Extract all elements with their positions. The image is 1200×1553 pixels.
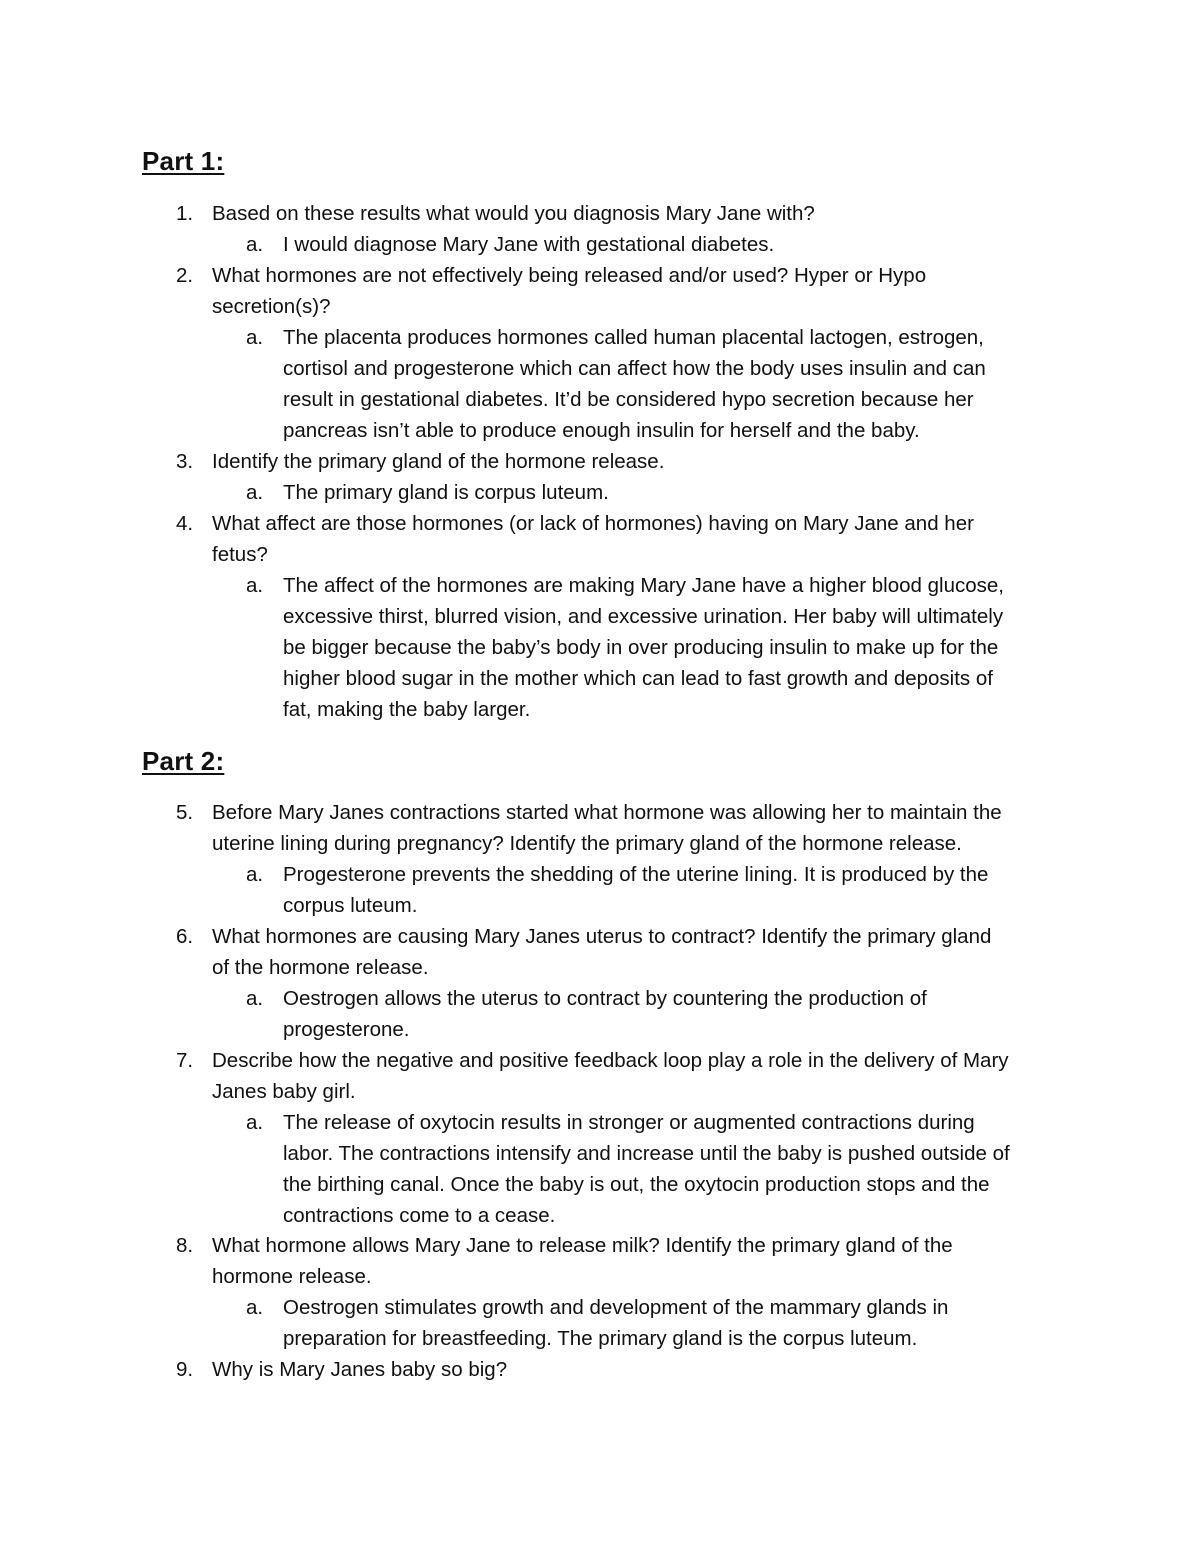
answer-letter: a.	[246, 326, 264, 349]
answer-letter: a.	[246, 987, 264, 1010]
answer-text: be bigger because the baby’s body in over producing insulin to make up for the	[283, 636, 999, 659]
question-text: of the hormone release.	[212, 956, 429, 979]
answer-text: I would diagnose Mary Jane with gestational diabetes.	[283, 233, 775, 256]
answer-text: The affect of the hormones are making Mary Jane have a higher blood glucose,	[283, 574, 1004, 597]
question-number: 4.	[176, 512, 194, 535]
question-number: 5.	[176, 801, 194, 824]
answer-text: corpus luteum.	[283, 894, 418, 917]
question-text: hormone release.	[212, 1265, 372, 1288]
answer-text: The placenta produces hormones called human placental lactogen, estrogen,	[283, 326, 984, 349]
question-number: 2.	[176, 264, 194, 287]
question-text: Identify the primary gland of the hormone release.	[212, 450, 665, 473]
question-text: Before Mary Janes contractions started what hormone was allowing her to maintain the	[212, 801, 1002, 824]
question-text: What affect are those hormones (or lack of hormones) having on Mary Jane and her	[212, 512, 974, 535]
answer-text: labor. The contractions intensify and increase until the baby is pushed outside of	[283, 1142, 1010, 1165]
question-text: Janes baby girl.	[212, 1080, 356, 1103]
question-text: Why is Mary Janes baby so big?	[212, 1358, 508, 1381]
part-2-heading: Part 2:	[142, 746, 225, 776]
answer-text: The release of oxytocin results in stronger or augmented contractions during	[283, 1111, 975, 1134]
part-1-heading: Part 1:	[142, 146, 225, 176]
answer-letter: a.	[246, 481, 264, 504]
answer-text: excessive thirst, blurred vision, and excessive urination. Her baby will ultimately	[283, 605, 1004, 628]
answer-letter: a.	[246, 574, 264, 597]
answer-text: fat, making the baby larger.	[283, 698, 531, 721]
question-number: 3.	[176, 450, 194, 473]
answer-text: preparation for breastfeeding. The primary gland is the corpus luteum.	[283, 1327, 918, 1350]
question-text: Describe how the negative and positive feedback loop play a role in the delivery of Mary	[212, 1049, 1009, 1072]
answer-text: Oestrogen allows the uterus to contract by countering the production of	[283, 987, 927, 1010]
answer-text: result in gestational diabetes. It’d be considered hypo secretion because her	[283, 388, 974, 411]
question-text: uterine lining during pregnancy? Identify the primary gland of the hormone release.	[212, 832, 962, 855]
question-text: What hormones are not effectively being released and/or used? Hyper or Hypo	[212, 264, 927, 287]
answer-letter: a.	[246, 233, 264, 256]
answer-letter: a.	[246, 863, 264, 886]
answer-text: higher blood sugar in the mother which can lead to fast growth and deposits of	[283, 667, 993, 690]
question-number: 1.	[176, 202, 194, 225]
answer-text: progesterone.	[283, 1018, 410, 1041]
question-text: What hormones are causing Mary Janes uterus to contract? Identify the primary gland	[212, 925, 992, 948]
answer-text: the birthing canal. Once the baby is out, the oxytocin production stops and the	[283, 1173, 990, 1196]
question-text: fetus?	[212, 543, 268, 566]
question-text: Based on these results what would you diagnosis Mary Jane with?	[212, 202, 815, 225]
answer-letter: a.	[246, 1296, 264, 1319]
answer-text: The primary gland is corpus luteum.	[283, 481, 609, 504]
answer-text: pancreas isn’t able to produce enough insulin for herself and the baby.	[283, 419, 920, 442]
answer-letter: a.	[246, 1111, 264, 1134]
answer-text: cortisol and progesterone which can affect how the body uses insulin and can	[283, 357, 986, 380]
question-number: 6.	[176, 925, 194, 948]
answer-text: contractions come to a cease.	[283, 1204, 556, 1227]
question-text: What hormone allows Mary Jane to release milk? Identify the primary gland of the	[212, 1234, 953, 1257]
question-number: 8.	[176, 1234, 194, 1257]
question-text: secretion(s)?	[212, 295, 331, 318]
answer-text: Oestrogen stimulates growth and development of the mammary glands in	[283, 1296, 949, 1319]
question-number: 9.	[176, 1358, 194, 1381]
answer-text: Progesterone prevents the shedding of the uterine lining. It is produced by the	[283, 863, 989, 886]
question-number: 7.	[176, 1049, 194, 1072]
